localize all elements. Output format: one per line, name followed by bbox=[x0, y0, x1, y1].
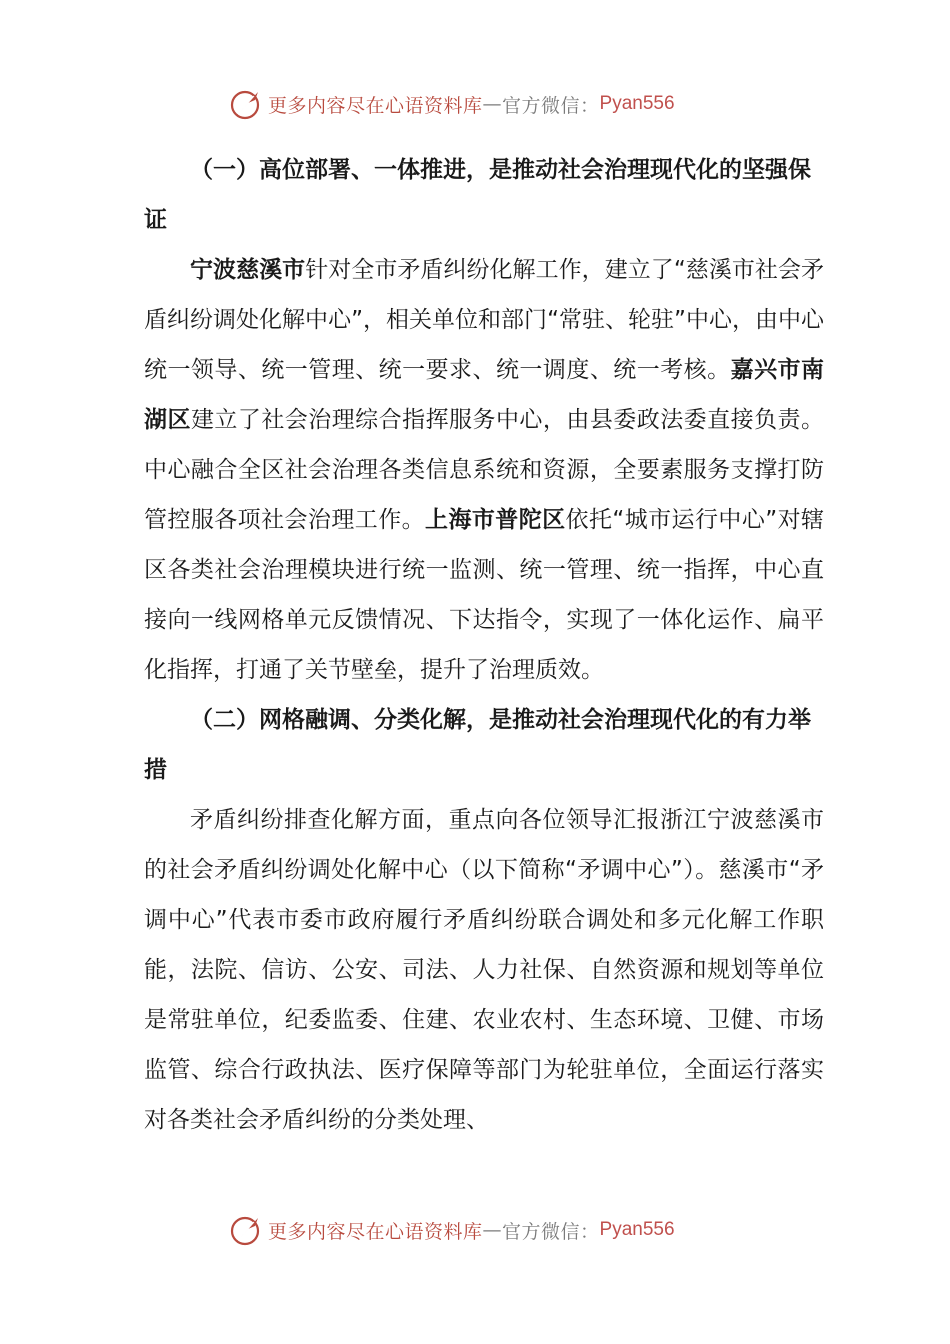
paragraph-text: 针对全市矛盾纠纷化解工作，建立了“慈溪市社会矛盾纠纷调处化解中心”，相关单位和部门“常驻、轮驻”中心，由中心统一领导、统一管理、统一要求、统一调度、统一考核。 bbox=[144, 257, 824, 383]
banner-wechat-id: Pyan556 bbox=[599, 1219, 675, 1240]
header-watermark-banner bbox=[228, 84, 748, 124]
banner-wechat-label: 官方微信： bbox=[502, 94, 600, 117]
highlight-jiaxing-nanhu: 嘉兴市南湖区 bbox=[144, 357, 825, 433]
section-2-heading: （二）网格融调、分类化解，是推动社会治理现代化的有力举措 bbox=[144, 707, 811, 783]
banner-site-name: 更多内容尽在心语资料库 bbox=[268, 1220, 483, 1243]
highlight-ningbo-cixi: 宁波慈溪市 bbox=[190, 257, 306, 283]
quill-pen-circle-icon bbox=[228, 1212, 264, 1248]
section-1-paragraph bbox=[144, 245, 824, 695]
paragraph-text: 建立了社会治理综合指挥服务中心，由县委政法委直接负责。中心融合全区社会治理各类信息系统和资源，全要素服务支撑打防管控服各项社会治理工作。 bbox=[144, 407, 825, 533]
banner-wechat-id: Pyan556 bbox=[599, 93, 675, 114]
section-1-heading: （一）高位部署、一体推进，是推动社会治理现代化的坚强保证 bbox=[144, 157, 811, 233]
quill-pen-circle-icon bbox=[228, 86, 264, 122]
paragraph-text: 依托“城市运行中心”对辖区各类社会治理模块进行统一监测、统一管理、统一指挥，中心直接向一线网格单元反馈情况、下达指令，实现了一体化运作、扁平化指挥，打通了关节壁垒，提升了治理质效。 bbox=[144, 507, 824, 683]
section-2-paragraph: 矛盾纠纷排查化解方面，重点向各位领导汇报浙江宁波慈溪市的社会矛盾纠纷调处化解中心（以下简称“矛调中心”）。慈溪市“矛调中心”代表市委市政府履行矛盾纠纷联合调处和多元化解工作职能，法院、信访、公安、司法、人力社保、自然资源和规划等单位是常驻单位，纪委监委、住建、农业农村、生态环境、卫健、市场监管、综合行政执法、医疗保障等部门为轮驻单位，全面运行落实对各类社会矛盾纠纷的分类处理、 bbox=[144, 807, 824, 1133]
footer-watermark-banner bbox=[228, 1210, 748, 1250]
banner-dash: — bbox=[482, 1219, 503, 1241]
banner-site-name: 更多内容尽在心语资料库 bbox=[268, 94, 483, 117]
document-body bbox=[144, 145, 824, 1145]
highlight-shanghai-putuo: 上海市普陀区 bbox=[425, 507, 566, 533]
banner-dash: — bbox=[482, 93, 503, 115]
banner-wechat-label: 官方微信： bbox=[502, 1220, 600, 1243]
